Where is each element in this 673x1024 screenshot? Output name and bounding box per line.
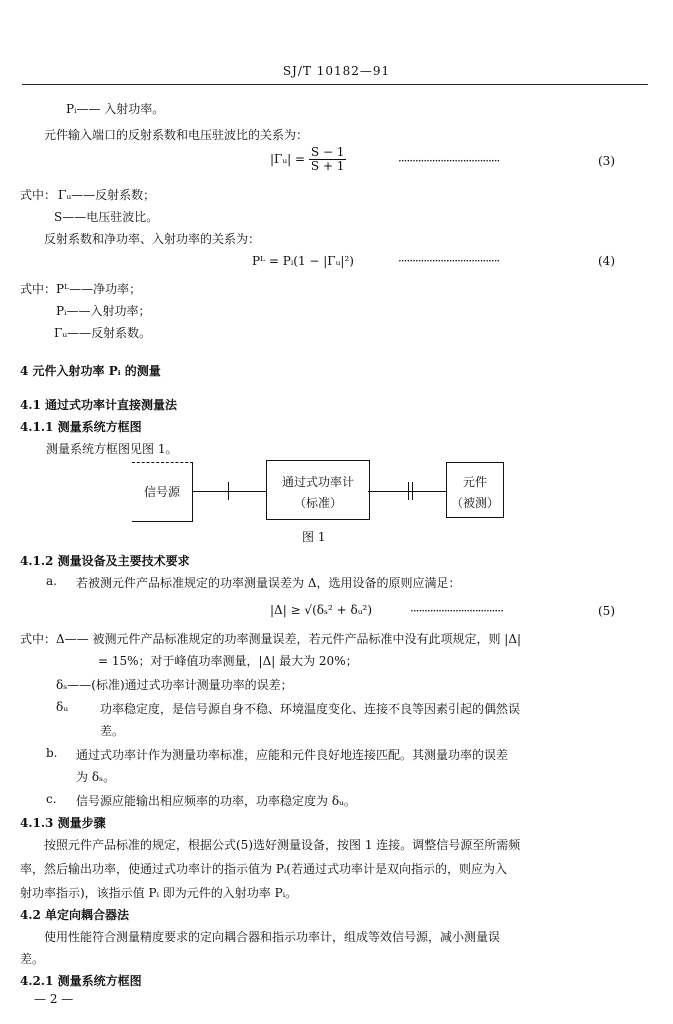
delta-g-symbol: δᵤ [56,700,69,714]
section-4-2-1-title: 4.2.1 测量系统方框图 [20,974,142,988]
formula-4-leader-dots: ···································· [398,254,500,268]
formula-3-numerator: S − 1 [310,145,345,159]
connector-line-1 [192,491,266,492]
signal-source-label: 信号源 [143,485,180,499]
section-4-1-3-para-line3: 射功率指示)，该指示值 Pᵢ 即为元件的入射功率 Pᵢ。 [20,886,298,900]
standard-number-header: SJ/T 10182—91 [282,64,391,78]
element-label-line1: 元件 [462,475,487,489]
connector-flange-3 [412,482,413,500]
element-label-line2: （被测） [450,496,499,510]
pl-definition: Pᴸ——净功率； [56,282,142,296]
power-meter-box [266,460,370,520]
where-label-2: 式中： [20,282,57,296]
section-4-1-1-text: 测量系统方框图见图 1。 [46,442,178,456]
section-4-1-3-para-line1: 按照元件产品标准的规定，根据公式(5)选好测量设备，按图 1 连接。调整信号源至所需频 [44,838,521,852]
item-b-text-line2: 为 δₛ。 [76,770,116,784]
connector-flange-1 [228,482,229,500]
delta-g-definition-line2: 差。 [100,724,125,738]
delta-definition-line2: = 15%；对于峰值功率测量，|Δ| 最大为 20%； [98,654,358,668]
section-4-1-3-title: 4.1.3 测量步骤 [20,816,106,830]
formula-5-number: (5) [598,604,615,618]
relation2-intro: 反射系数和净功率、入射功率的关系为： [44,232,261,246]
element-under-test-box [446,462,504,518]
section-4-2-para-line2: 差。 [20,952,45,966]
gamma-definition: Γᵤ——反射系数； [58,188,156,202]
relation1-intro: 元件输入端口的反射系数和电压驻波比的关系为： [44,128,309,142]
power-meter-label-line2: （标准） [293,496,342,510]
connector-line-2 [368,491,446,492]
item-c-label: c. [46,792,57,806]
where-label-1: 式中： [20,188,57,202]
section-4-title: 4 元件入射功率 Pᵢ 的测量 [20,364,161,378]
header-rule [22,84,648,85]
formula-3 [270,146,346,173]
item-c-text: 信号源应能输出相应频率的功率，功率稳定度为 δᵤ。 [76,794,356,808]
section-4-1-3-para-line2: 率，然后输出功率，使通过式功率计的指示值为 Pᵢ(若通过式功率计是双向指示的，则应为入 [20,862,507,876]
formula-3-lhs: |Γᵤ| = [270,152,306,166]
pi-definition: Pᵢ—— 入射功率。 [66,102,165,116]
gamma-definition-2: Γᵤ——反射系数。 [54,326,152,340]
formula-3-denominator: S + 1 [310,159,345,173]
section-4-1-2-title: 4.1.2 测量设备及主要技术要求 [20,554,190,568]
section-4-2-para-line1: 使用性能符合测量精度要求的定向耦合器和指示功率计，组成等效信号源，减小测量误 [44,930,501,944]
formula-4: Pᴸ = Pᵢ(1 − |Γᵤ|²) [252,254,354,268]
connector-flange-2 [408,482,409,500]
power-meter-label-line1: 通过式功率计 [281,475,354,489]
signal-source-box [132,462,193,522]
formula-4-number: (4) [598,254,615,268]
formula-3-fraction [309,146,347,173]
formula-3-leader-dots: ···································· [398,154,500,168]
figure-1-caption: 图 1 [302,530,326,544]
item-b-label: b. [46,746,58,760]
delta-definition-line1: 式中：Δ—— 被测元件产品标准规定的功率测量误差，若元件产品标准中没有此项规定，则 |Δ| [20,632,522,646]
delta-g-definition-line1: 功率稳定度，是信号源自身不稳、环境温度变化、连接不良等因素引起的偶然误 [100,702,521,716]
item-a-text: 若被测元件产品标准规定的功率测量误差为 Δ，选用设备的原则应满足： [76,576,461,590]
item-b-text-line1: 通过式功率计作为测量功率标准，应能和元件良好地连接匹配。其测量功率的误差 [76,748,509,762]
item-a-label: a. [46,574,57,588]
section-4-2-title: 4.2 单定向耦合器法 [20,908,130,922]
formula-3-number: (3) [598,154,615,168]
page-number: — 2 — [34,992,74,1006]
s-definition: S——电压驻波比。 [54,210,159,224]
delta-s-definition: δₛ——(标准)通过式功率计测量功率的误差； [56,678,293,692]
section-4-1-title: 4.1 通过式功率计直接测量法 [20,398,178,412]
formula-5: |Δ| ≥ √(δₛ² + δᵤ²) [270,603,373,617]
formula-5-leader-dots: ································· [410,604,503,618]
pi-definition-2: Pᵢ——入射功率； [56,304,151,318]
section-4-1-1-title: 4.1.1 测量系统方框图 [20,420,142,434]
